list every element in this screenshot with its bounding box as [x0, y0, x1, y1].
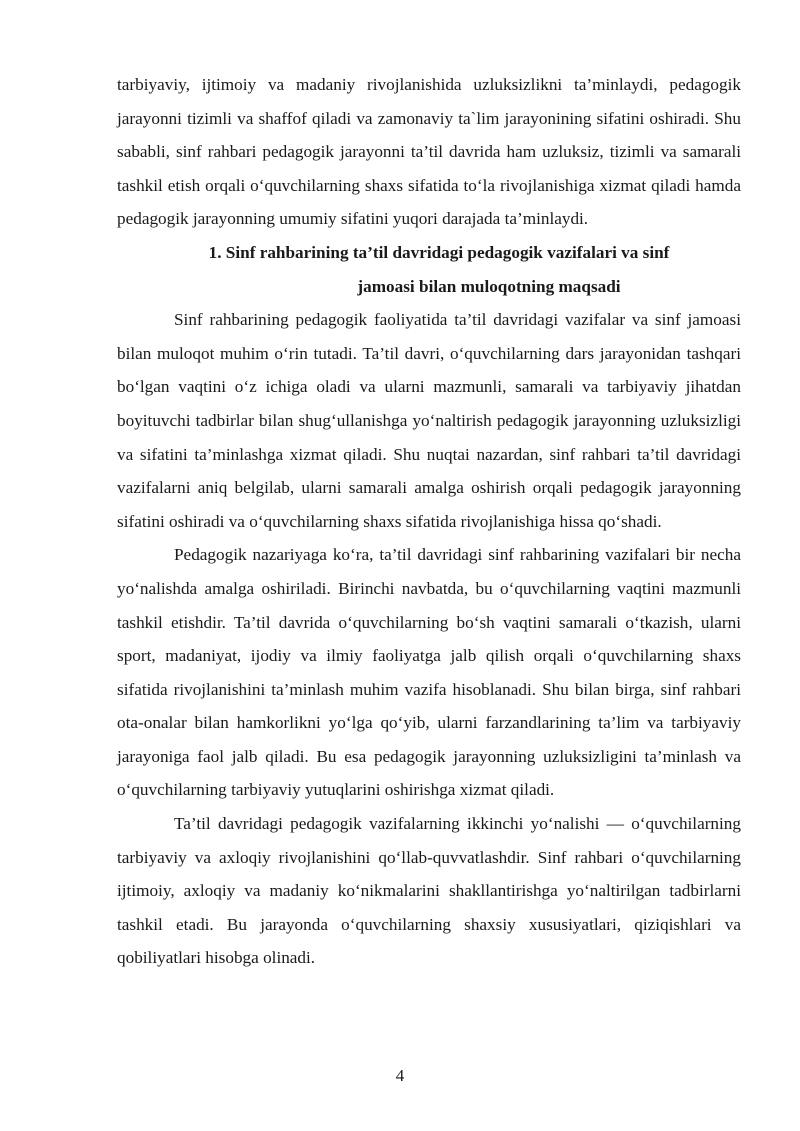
paragraph-1: Sinf rahbarining pedagogik faoliyatida ta’til davridagi vazifalar va sinf jamoasi bilan muloqot muhim o‘rin tutadi. Ta’til davri, o‘quvchilarning dars jarayonidan tashqari bo‘lgan vaqtini o‘z ichiga oladi va ularni mazmunli, samarali va tarbiyaviy jihatdan boyituvchi tadbirlar bilan shug‘ullanishga yo‘naltirish pedagogik jarayonning uzluksizligi va sifatini ta’minlashga xizmat qiladi. Shu nuqtai nazardan, sinf rahbari ta’til davridagi vazifalarni aniq belgilab, ularni samarali amalga oshirish orqali pedagogik jarayonning sifatini oshiradi va o‘quvchilarning shaxs sifatida rivojlanishiga hissa qo‘shadi.: [117, 310, 741, 531]
section-heading: [117, 236, 741, 303]
paragraph-3: Ta’til davridagi pedagogik vazifalarning ikkinchi yo‘nalishi — o‘quvchilarning tarbiyaviy va axloqiy rivojlanishini qo‘llab-quvvatlashdir. Sinf rahbari o‘quvchilarning ijtimoiy, axloqiy va madaniy ko‘nikmalarini shakllantirishga yo‘naltirilgan tadbirlarni tashkil etadi. Bu jarayonda o‘quvchilarning shaxsiy xususiyatlari, qiziqishlari va qobiliyatlari hisobga olinadi.: [117, 814, 741, 968]
paragraph-intro: tarbiyaviy, ijtimoiy va madaniy rivojlanishida uzluksizlikni ta’minlaydi, pedagogik jarayonni tizimli va shaffof qiladi va zamonaviy ta`lim jarayonining sifatini oshiradi. Shu sababli, sinf rahbari pedagogik jarayonni ta’til davrida ham uzluksiz, tizimli va samarali tashkil etish orqali o‘quvchilarning shaxs sifatida to‘la rivojlanishiga xizmat qiladi hamda pedagogik jarayonning umumiy sifatini yuqori darajada ta’minlaydi.: [117, 75, 741, 229]
paragraph-2: Pedagogik nazariyaga ko‘ra, ta’til davridagi sinf rahbarining vazifalari bir necha yo‘nalishda amalga oshiriladi. Birinchi navbatda, bu o‘quvchilarning vaqtini mazmunli tashkil etishdir. Ta’til davrida o‘quvchilarning bo‘sh vaqtini samarali o‘tkazish, ularni sport, madaniyat, ijodiy va ilmiy faoliyatga jalb qilish orqali o‘quvchilarning shaxs sifatida rivojlanishini ta’minlash muhim vazifa hisoblanadi. Shu bilan birga, sinf rahbari ota-onalar bilan hamkorlikni yo‘lga qo‘yib, ularni farzandlarining ta’lim va tarbiyaviy jarayoniga faol jalb qiladi. Bu esa pedagogik jarayonning uzluksizligini ta’minlash va o‘quvchilarning tarbiyaviy yutuqlarini oshirishga xizmat qiladi.: [117, 545, 741, 800]
section-heading-line-1: 1. Sinf rahbarining ta’til davridagi pedagogik vazifalari va sinf: [208, 242, 670, 262]
document-page: [117, 68, 741, 975]
page-number: 4: [395, 1066, 405, 1085]
section-heading-line-2: jamoasi bilan muloqotning maqsadi: [357, 276, 621, 296]
